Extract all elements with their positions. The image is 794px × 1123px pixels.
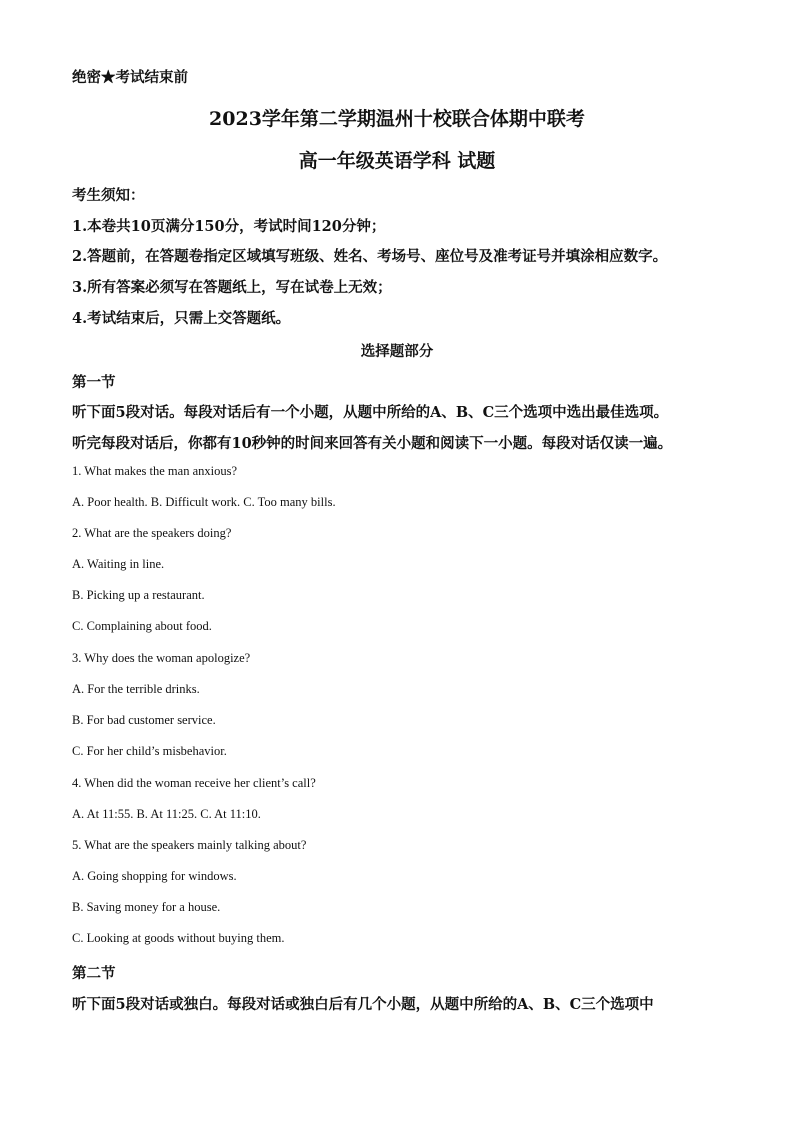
confidential-label: 绝密★考试结束前 [72,69,188,86]
question-1: 1. What makes the man anxious? [72,464,238,478]
question-4: 4. When did the woman receive her client’s call? [72,776,316,790]
question-option: C. Looking at goods without buying them. [72,931,285,945]
section1-title: 第一节 [72,374,116,391]
part-title: 选择题部分 [360,343,434,360]
question-3: 3. Why does the woman apologize? [72,651,251,665]
question-option: A. Going shopping for windows. [72,869,237,883]
notice-item: 1.本卷共10页满分150分，考试时间120分钟； [72,218,386,235]
question-option: A. Poor health. B. Difficult work. C. Too many bills. [72,495,336,509]
question-option: C. Complaining about food. [72,619,212,633]
exam-title: 2023学年第二学期温州十校联合体期中联考 [209,108,585,130]
question-option: A. Waiting in line. [72,557,165,571]
question-2: 2. What are the speakers doing? [72,526,232,540]
section1-instruction: 听完每段对话后，你都有10秒钟的时间来回答有关小题和阅读下一小题。每段对话仅读一遍。 [72,435,673,452]
section1-instruction: 听下面5段对话。每段对话后有一个小题，从题中所给的A、B、C三个选项中选出最佳选项。 [72,404,669,421]
question-option: C. For her child’s misbehavior. [72,744,227,758]
question-option: A. For the terrible drinks. [72,682,200,696]
question-option: B. For bad customer service. [72,713,216,727]
section2-title: 第二节 [72,965,116,982]
question-5: 5. What are the speakers mainly talking about? [72,838,307,852]
notice-item: 2.答题前，在答题卷指定区域填写班级、姓名、考场号、座位号及准考证号并填涂相应数字。 [72,248,668,265]
exam-subtitle: 高一年级英语学科 试题 [298,150,496,172]
question-option: B. Picking up a restaurant. [72,588,205,602]
question-option: B. Saving money for a house. [72,900,221,914]
section2-instruction: 听下面5段对话或独白。每段对话或独白后有几个小题，从题中所给的A、B、C三个选项中 [72,996,654,1013]
notice-item: 3.所有答案必须写在答题纸上，写在试卷上无效； [72,279,392,296]
notice-heading: 考生须知： [72,187,145,204]
notice-item: 4.考试结束后，只需上交答题纸。 [72,310,291,327]
question-option: A. At 11:55. B. At 11:25. C. At 11:10. [72,807,261,821]
